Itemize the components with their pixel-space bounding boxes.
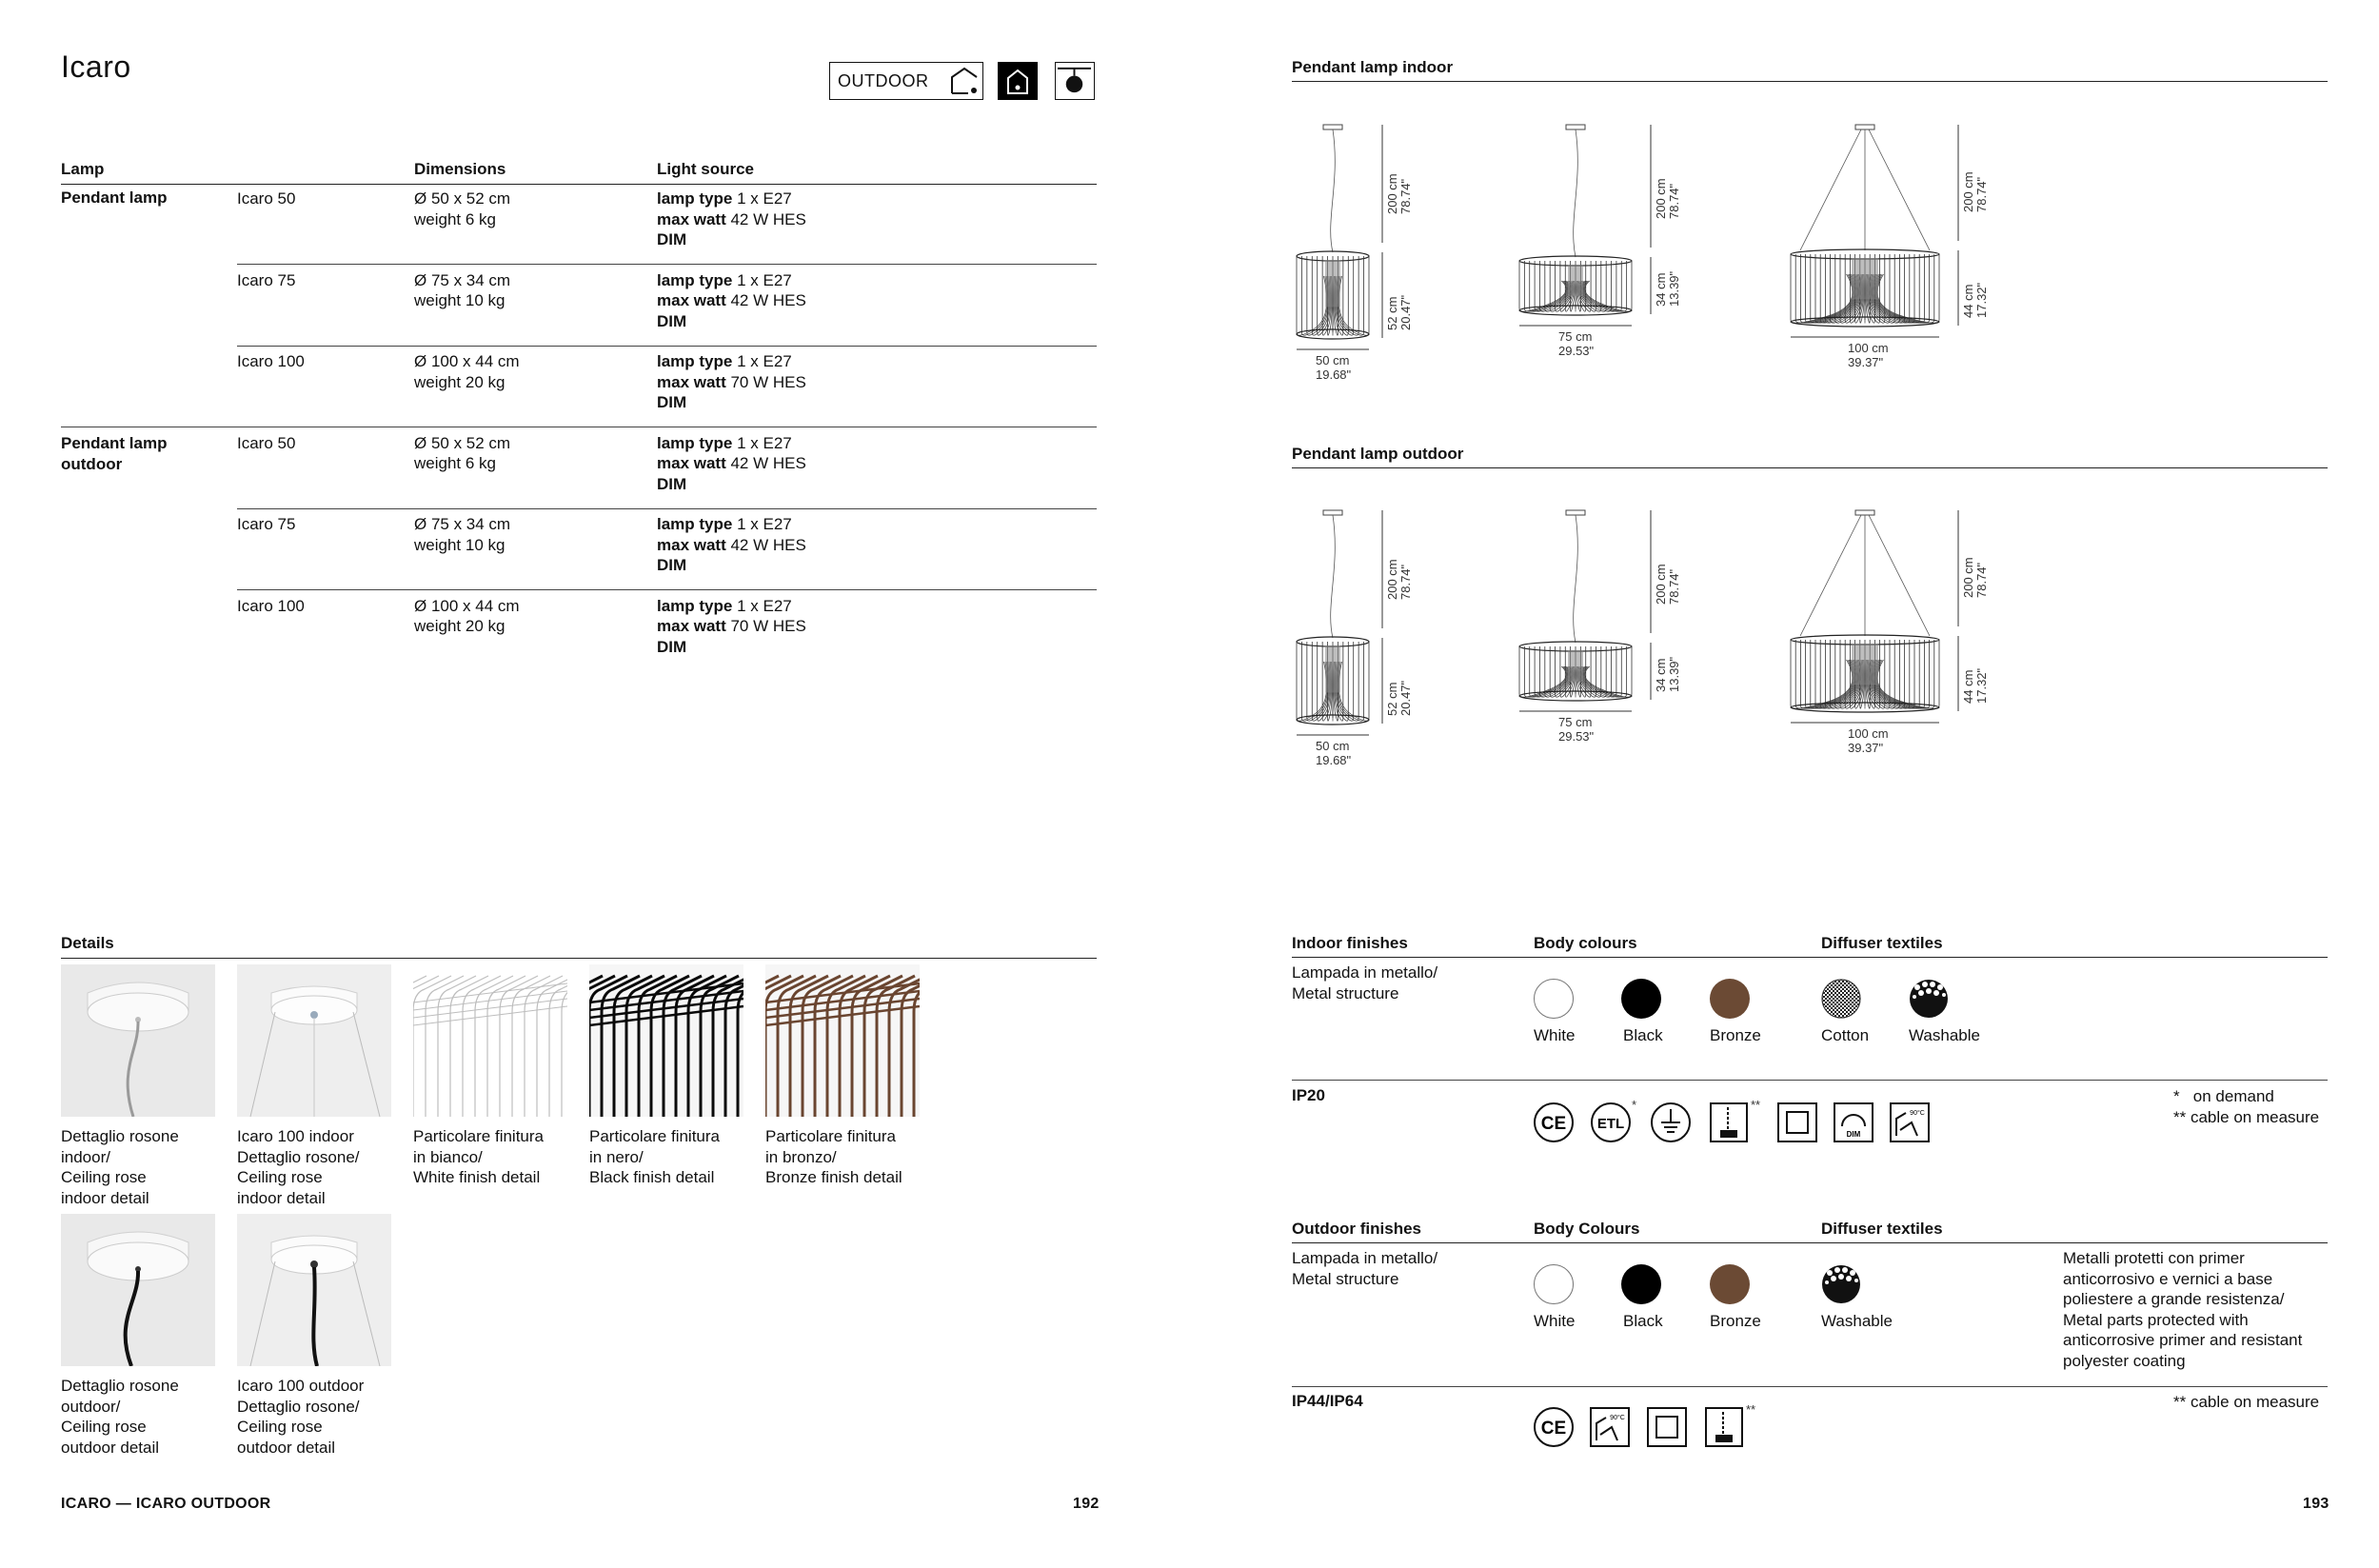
swatch-cotton[interactable]	[1821, 979, 1861, 1019]
outdoor-protection-note: Metalli protetti con primer anticorrosivo e vernici a base poliestere a grande resistenza/ Metal parts protected with anticorrosive primer and resistant polyester coating	[2063, 1249, 2303, 1370]
diffuser	[1568, 650, 1583, 682]
row-divider	[237, 264, 1097, 265]
swatch-label: White	[1534, 1312, 1576, 1330]
light-source-cell: lamp type 1 x E27 max watt 42 W HES DIM	[657, 189, 806, 248]
table-header-rule	[61, 184, 1097, 185]
swatch-label: Washable	[1909, 1026, 1980, 1044]
dimmable-icon	[1833, 1102, 1874, 1143]
ceiling-rose	[1323, 125, 1342, 129]
dimensions-cell: Ø 50 x 52 cm weight 6 kg	[414, 433, 511, 472]
light-source-cell: lamp type 1 x E27 max watt 42 W HES DIM	[657, 433, 806, 493]
indoor-diffuser-heading: Diffuser textiles	[1821, 934, 1943, 952]
height-label: 44 cm	[1961, 284, 1975, 318]
outdoor-finishes-heading: Outdoor finishes	[1292, 1220, 1421, 1238]
detail-photo-rose-indoor-100	[237, 964, 391, 1117]
height-inch-label: 17.32"	[1974, 282, 1989, 318]
detail-caption: Dettaglio rosone outdoor/ Ceiling rose outdoor detail	[61, 1377, 179, 1457]
detail-photo-black-finish	[589, 964, 743, 1117]
ceiling-rose	[1855, 510, 1874, 515]
detail-caption: Particolare finitura in bronzo/ Bronze finish detail	[765, 1127, 902, 1186]
indoor-finishes-heading: Indoor finishes	[1292, 934, 1408, 952]
suspension-cable	[1574, 129, 1578, 257]
height-inch-label: 20.47"	[1398, 294, 1413, 330]
cable-length-label: 200 cm	[1961, 171, 1975, 212]
cable-length-icon	[1704, 1406, 1744, 1448]
svg-text:ETL: ETL	[1596, 1116, 1625, 1132]
suspension-cable	[1869, 129, 1930, 250]
width-inch-label: 29.53"	[1558, 729, 1595, 744]
header-light-source: Light source	[657, 160, 755, 178]
suspension-cable	[1800, 515, 1861, 636]
cable-length-inch-label: 78.74"	[1974, 176, 1989, 212]
pendant-mount-icon	[1055, 62, 1095, 100]
cable-length-icon	[1709, 1102, 1749, 1143]
swatch-white[interactable]	[1534, 979, 1574, 1019]
indoor-ip-rating: IP20	[1292, 1086, 1325, 1104]
cable-length-inch-label: 78.74"	[1398, 178, 1413, 214]
details-rule	[61, 958, 1097, 959]
header-dimensions: Dimensions	[414, 160, 506, 178]
note-cable-on-measure: ** cable on measure	[2173, 1108, 2320, 1126]
model-name: Icaro 100	[237, 596, 305, 615]
width-label: 50 cm	[1316, 739, 1350, 753]
indoor-drawings-rule	[1292, 81, 2328, 82]
width-inch-label: 19.68"	[1316, 753, 1352, 767]
detail-photo-rose-indoor	[61, 964, 215, 1117]
cable-length-label: 200 cm	[1654, 564, 1668, 605]
swatch-label: Bronze	[1710, 1312, 1761, 1330]
ceiling-rose	[1855, 125, 1874, 129]
indoor-finishes-rule	[1292, 957, 2328, 958]
height-label: 52 cm	[1385, 682, 1399, 716]
width-inch-label: 19.68"	[1316, 367, 1352, 382]
details-heading: Details	[61, 934, 114, 952]
cable-length-label: 200 cm	[1385, 559, 1399, 600]
earth-ground-icon	[1650, 1102, 1692, 1143]
outdoor-badge-label: OUTDOOR	[838, 71, 929, 90]
page-title: Icaro	[61, 50, 131, 84]
detail-caption: Particolare finitura in bianco/ White finish detail	[413, 1127, 545, 1186]
footer-title: ICARO — ICARO OUTDOOR	[61, 1496, 271, 1512]
indoor-material-desc: Lampada in metallo/ Metal structure	[1292, 963, 1438, 1002]
detail-photo-rose-outdoor	[61, 1214, 215, 1366]
swatch-label: White	[1534, 1026, 1576, 1044]
etl-mark-icon	[1590, 1102, 1632, 1143]
note-cable-on-measure: ** cable on measure	[2173, 1393, 2320, 1411]
model-name: Icaro 50	[237, 433, 296, 452]
cable-length-label: 200 cm	[1385, 173, 1399, 214]
outdoor-finishes-rule	[1292, 1242, 2328, 1243]
indoor-rating-rule	[1292, 1080, 2328, 1081]
row-divider	[237, 346, 1097, 347]
diffuser	[1568, 265, 1583, 296]
footer-page-left: 192	[1073, 1496, 1100, 1512]
swatch-label: Bronze	[1710, 1026, 1761, 1044]
svg-text:CE: CE	[1540, 1114, 1567, 1134]
diffuser	[1325, 645, 1340, 693]
width-label: 100 cm	[1848, 341, 1889, 355]
indoor-drawings-heading: Pendant lamp indoor	[1292, 58, 1454, 76]
swatch-white[interactable]	[1534, 1264, 1574, 1304]
swatch-black[interactable]	[1621, 1264, 1661, 1304]
svg-text:CE: CE	[1540, 1419, 1567, 1439]
shade-wire	[1795, 660, 1854, 708]
suspension-cable	[1800, 129, 1861, 250]
outdoor-material-desc: Lampada in metallo/ Metal structure	[1292, 1249, 1438, 1288]
group-label: Pendant lamp	[61, 189, 168, 207]
etl-asterisk: *	[1632, 1098, 1637, 1112]
diffuser	[1852, 644, 1878, 685]
height-label: 34 cm	[1654, 658, 1668, 692]
detail-photo-bronze-finish	[765, 964, 920, 1117]
width-inch-label: 29.53"	[1558, 344, 1595, 358]
note-on-demand: * on demand	[2173, 1087, 2274, 1105]
height-label: 34 cm	[1654, 272, 1668, 307]
class-ii-insulation-icon	[1776, 1102, 1818, 1143]
width-inch-label: 39.37"	[1848, 355, 1884, 369]
outdoor-badge	[829, 62, 983, 100]
height-inch-label: 20.47"	[1398, 680, 1413, 716]
width-label: 50 cm	[1316, 353, 1350, 367]
ce-mark-icon	[1533, 1406, 1575, 1448]
install-surface-icon	[1589, 1406, 1631, 1448]
svg-text:DIM: DIM	[1846, 1130, 1861, 1139]
suspension-cable	[1331, 129, 1336, 252]
swatch-label: Black	[1623, 1026, 1663, 1044]
cable-asterisks: **	[1746, 1402, 1756, 1417]
model-name: Icaro 75	[237, 270, 296, 289]
cable-asterisks: **	[1751, 1098, 1761, 1112]
indoor-body-colours-heading: Body colours	[1534, 934, 1637, 952]
swatch-washable[interactable]	[1821, 1264, 1861, 1304]
swatch-label: Washable	[1821, 1312, 1893, 1330]
diffuser	[1852, 258, 1878, 299]
suspension-cable	[1869, 515, 1930, 636]
detail-photo-rose-outdoor-100	[237, 1214, 391, 1366]
ce-mark-icon	[1533, 1102, 1575, 1143]
dimensions-cell: Ø 75 x 34 cm weight 10 kg	[414, 515, 511, 554]
install-surface-icon	[1889, 1102, 1931, 1143]
outdoor-drawings-heading: Pendant lamp outdoor	[1292, 445, 1464, 463]
height-label: 52 cm	[1385, 296, 1399, 330]
model-name: Icaro 100	[237, 352, 305, 370]
width-label: 100 cm	[1848, 726, 1889, 741]
height-inch-label: 17.32"	[1974, 667, 1989, 704]
shade-wire	[1795, 274, 1854, 323]
outdoor-ip-rating: IP44/IP64	[1292, 1392, 1363, 1410]
swatch-label: Black	[1623, 1312, 1663, 1330]
shade-wire	[1876, 274, 1934, 323]
shade-wire	[1876, 660, 1934, 708]
cable-length-inch-label: 78.74"	[1667, 183, 1681, 219]
detail-caption: Icaro 100 outdoor Dettaglio rosone/ Ceiling rose outdoor detail	[237, 1377, 365, 1457]
svg-text:90°C: 90°C	[1910, 1110, 1925, 1117]
swatch-bronze[interactable]	[1710, 979, 1750, 1019]
width-inch-label: 39.37"	[1848, 741, 1884, 755]
cable-length-label: 200 cm	[1961, 557, 1975, 598]
outdoor-rating-rule	[1292, 1386, 2328, 1387]
suspension-cable	[1331, 515, 1336, 638]
model-name: Icaro 50	[237, 189, 296, 208]
dimensions-cell: Ø 100 x 44 cm weight 20 kg	[414, 596, 520, 635]
swatch-black[interactable]	[1621, 979, 1661, 1019]
model-name: Icaro 75	[237, 515, 296, 533]
height-inch-label: 13.39"	[1667, 656, 1681, 692]
class-ii-insulation-icon	[1646, 1406, 1688, 1448]
cable-length-label: 200 cm	[1654, 178, 1668, 219]
cable-length-inch-label: 78.74"	[1398, 564, 1413, 600]
height-inch-label: 13.39"	[1667, 270, 1681, 307]
light-source-cell: lamp type 1 x E27 max watt 70 W HES DIM	[657, 352, 806, 411]
outdoor-house-icon	[949, 66, 980, 96]
diffuser	[1325, 260, 1340, 308]
swatch-label: Cotton	[1821, 1026, 1870, 1044]
width-label: 75 cm	[1558, 715, 1593, 729]
header-lamp: Lamp	[61, 160, 105, 178]
light-source-cell: lamp type 1 x E27 max watt 70 W HES DIM	[657, 596, 806, 656]
dimensions-cell: Ø 100 x 44 cm weight 20 kg	[414, 352, 520, 391]
detail-caption: Icaro 100 indoor Dettaglio rosone/ Ceiling rose indoor detail	[237, 1127, 360, 1207]
row-divider	[237, 508, 1097, 509]
light-source-cell: lamp type 1 x E27 max watt 42 W HES DIM	[657, 515, 806, 574]
outdoor-diffuser-heading: Diffuser textiles	[1821, 1220, 1943, 1238]
cable-length-inch-label: 78.74"	[1974, 562, 1989, 598]
detail-caption: Particolare finitura in nero/ Black finish detail	[589, 1127, 721, 1186]
detail-caption: Dettaglio rosone indoor/ Ceiling rose indoor detail	[61, 1127, 179, 1207]
width-label: 75 cm	[1558, 329, 1593, 344]
indoor-house-icon	[998, 62, 1038, 100]
svg-text:90°C: 90°C	[1610, 1415, 1625, 1421]
row-divider	[237, 589, 1097, 590]
detail-photo-white-finish	[413, 964, 567, 1117]
swatch-washable[interactable]	[1909, 979, 1949, 1019]
ceiling-rose	[1566, 510, 1585, 515]
cable-length-inch-label: 78.74"	[1667, 568, 1681, 605]
height-label: 44 cm	[1961, 669, 1975, 704]
swatch-bronze[interactable]	[1710, 1264, 1750, 1304]
dimensions-cell: Ø 75 x 34 cm weight 10 kg	[414, 270, 511, 309]
ceiling-rose	[1323, 510, 1342, 515]
footer-page-right: 193	[2303, 1496, 2329, 1512]
ceiling-rose	[1566, 125, 1585, 129]
group-label: Pendant lamp outdoor	[61, 434, 168, 473]
suspension-cable	[1574, 515, 1578, 643]
outdoor-body-colours-heading: Body Colours	[1534, 1220, 1640, 1238]
dimensions-cell: Ø 50 x 52 cm weight 6 kg	[414, 189, 511, 228]
light-source-cell: lamp type 1 x E27 max watt 42 W HES DIM	[657, 270, 806, 330]
